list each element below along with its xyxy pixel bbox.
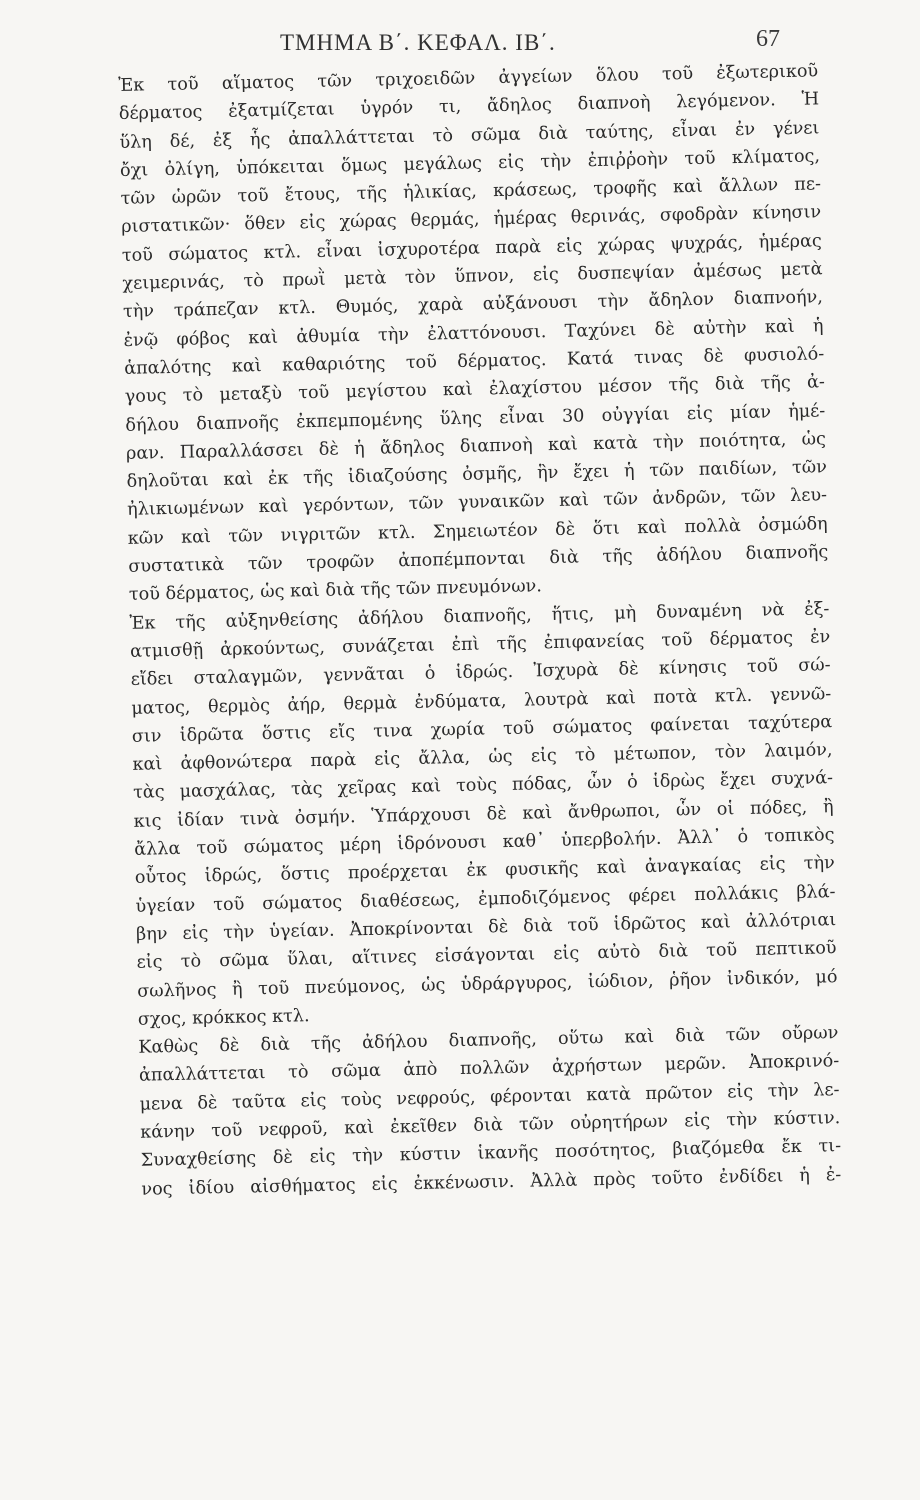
text-line: δήλου διαπνοῆς ἐκπεμπομένης ὕλης εἶναι 30 οὐγγίαι εἰς μίαν ἡμέ- — [125, 400, 826, 436]
text-line: τῶν ὡρῶν τοῦ ἔτους, τῆς ἡλικίας, κράσεως, τροφῆς καὶ ἄλλων πε- — [120, 174, 821, 210]
text-line: ριστατικῶν· ὅθεν εἰς χώρας θερμάς, ἡμέρας θερινάς, σφοδρὰν κίνησιν — [121, 202, 822, 238]
text-line: κάνην τοῦ νεφροῦ, καὶ ἐκεῖθεν διὰ τῶν οὐρητήρων εἰς τὴν κύστιν. — [140, 1108, 841, 1143]
text-line: ὕλη δέ, ἐξ ἧς ἀπαλλάττεται τὸ σῶμα διὰ ταύτης, εἶναι ἐν γένει — [119, 117, 820, 153]
page-number: 67 — [756, 26, 780, 52]
body-text — [118, 57, 842, 1203]
text-line: δηλοῦται καὶ ἐκ τῆς ἰδιαζούσης ὀσμῆς, ἣν ἔχει ἡ τῶν παιδίων, τῶν — [126, 457, 827, 493]
text-line: γους τὸ μεταξὺ τοῦ μεγίστου καὶ ἐλαχίστου μέσον τῆς διὰ τῆς ἀ- — [124, 372, 825, 408]
text-line: τὴν τράπεζαν κτλ. Θυμός, χαρὰ αὐξάνουσι τὴν ἄδηλον διαπνοήν, — [122, 287, 824, 323]
text-line: ὑγείαν τοῦ σώματος διαθέσεως, ἐμποδιζόμενος φέρει πολλάκις βλά- — [135, 881, 836, 917]
text-line: συστατικὰ τῶν τροφῶν ἀποπέμπονται διὰ τῆς ἀδήλου διαπνοῆς — [128, 542, 829, 577]
text-line: σιν ἱδρῶτα ὅστις εἴς τινα χωρία τοῦ σώματος φαίνεται ταχύτερα — [131, 712, 833, 747]
text-line: Συναχθείσης δὲ εἰς τὴν κύστιν ἱκανῆς ποσότητος, βιαζόμεθα ἔκ τι- — [140, 1136, 841, 1172]
text-line: ατμισθῇ ἀρκούντως, συνάζεται ἐπὶ τῆς ἐπιφανείας τοῦ δέρματος ἐν — [129, 627, 831, 662]
text-line: ἠλικιωμένων καὶ γερόντων, τῶν γυναικῶν καὶ τῶν ἀνδρῶν, τῶν λευ- — [126, 485, 828, 521]
text-line: εἴδει σταλαγμῶν, γεννᾶται ὁ ἱδρώς. Ἰσχυρὰ δὲ κίνησις τοῦ σώ- — [130, 655, 831, 691]
text-line: σωλῆνος ἢ τοῦ πνεύμονος, ὡς ὑδράργυρος, ἰώδιον, ῥῆον ἰνδικόν, μό — [137, 966, 838, 1002]
paragraph — [138, 1019, 841, 1203]
text-line: βην εἰς τὴν ὑγείαν. Ἀποκρίνονται δὲ διὰ τοῦ ἱδρῶτος καὶ ἀλλότριαι — [135, 910, 837, 945]
paragraph — [129, 595, 838, 1034]
text-line: ἄλλα τοῦ σώματος μέρη ἱδρόνουσι καθ᾽ ὑπερβολήν. Ἀλλ᾽ ὁ τοπικὸς — [134, 825, 835, 860]
paragraph — [118, 57, 829, 609]
text-line: ραν. Παραλλάσσει δὲ ἡ ἄδηλος διαπνοὴ καὶ κατὰ τὴν ποιότητα, ὡς — [125, 429, 827, 464]
text-line: κις ἰδίαν τινὰ ὀσμήν. Ὑπάρχουσι δὲ καὶ ἄνθρωποι, ὧν οἱ πόδες, ἢ — [133, 796, 834, 832]
running-title: ΤΜΗΜΑ Β΄. ΚΕΦΑΛ. ΙΒ΄. — [280, 30, 556, 55]
text-line: σχος, κρόκκος κτλ. — [137, 1005, 310, 1030]
text-line: τὰς μασχάλας, τὰς χεῖρας καὶ τοὺς πόδας, ὧν ὁ ἱδρὼς ἔχει συχνά- — [132, 768, 834, 804]
text-line: Καθὼς δὲ διὰ τῆς ἀδήλου διαπνοῆς, οὕτω καὶ διὰ τῶν οὔρων — [138, 1023, 839, 1058]
text-line: τοῦ δέρματος, ὡς καὶ διὰ τῆς τῶν πνευμόνων. — [128, 576, 543, 606]
text-line: μενα δὲ ταῦτα εἰς τοὺς νεφρούς, φέρονται κατὰ πρῶτον εἰς τὴν λε- — [139, 1079, 840, 1115]
text-line: χειμερινάς, τὸ πρωῒ μετὰ τὸν ὕπνον, εἰς δυσπεψίαν ἀμέσως μετὰ — [122, 259, 823, 295]
text-line: δέρματος ἐξατμίζεται ὑγρόν τι, ἄδηλος διαπνοὴ λεγόμενον. Ἡ — [118, 89, 820, 125]
running-head — [0, 26, 920, 62]
text-line: Ἐκ τοῦ αἵματος τῶν τριχοειδῶν ἀγγείων ὅλου τοῦ ἐξωτερικοῦ — [118, 61, 819, 96]
text-line: ἁπαλότης καὶ καθαριότης τοῦ δέρματος. Κατά τινας δὲ φυσιολό- — [124, 344, 825, 379]
text-line: κῶν καὶ τῶν νιγριτῶν κτλ. Σημειωτέον δὲ ὅτι καὶ πολλὰ ὀσμώδη — [127, 513, 828, 549]
text-line: ὄχι ὀλίγη, ὑπόκειται ὅμως μεγάλως εἰς τὴν ἐπιῤῥοὴν τοῦ κλίματος, — [119, 146, 821, 181]
text-line: νος ἰδίου αἰσθήματος εἰς ἐκκένωσιν. Ἀλλὰ πρὸς τοῦτο ἐνδίδει ἡ ἐ- — [141, 1164, 842, 1200]
text-line: ἐνῷ φόβος καὶ ἀθυμία τὴν ἐλαττόνουσι. Ταχύνει δὲ αὐτὴν καὶ ἡ — [123, 315, 824, 351]
text-line: ἀπαλλάττεται τὸ σῶμα ἀπὸ πολλῶν ἀχρήστων μερῶν. Ἀποκρινό- — [138, 1051, 840, 1087]
text-line: Ἐκ τῆς αὐξηνθείσης ἀδήλου διαπνοῆς, ἥτις, μὴ δυναμένη νὰ ἐξ- — [129, 598, 830, 634]
text-line: τοῦ σώματος κτλ. εἶναι ἰσχυροτέρα παρὰ εἰς χώρας ψυχράς, ἡμέρας — [121, 231, 822, 266]
text-line: οὗτος ἱδρώς, ὅστις προέρχεται ἐκ φυσικῆς καὶ ἀναγκαίας εἰς τὴν — [134, 853, 835, 889]
text-line: εἰς τὸ σῶμα ὕλαι, αἵτινες εἰσάγονται εἰς αὐτὸ διὰ τοῦ πεπτικοῦ — [136, 938, 837, 974]
text-line: ματος, θερμὸς ἀήρ, θερμὰ ἐνδύματα, λουτρὰ καὶ ποτὰ κτλ. γεννῶ- — [131, 683, 832, 719]
text-line: καὶ ἀφθονώτερα παρὰ εἰς ἄλλα, ὡς εἰς τὸ μέτωπον, τὸν λαιμόν, — [132, 740, 833, 775]
